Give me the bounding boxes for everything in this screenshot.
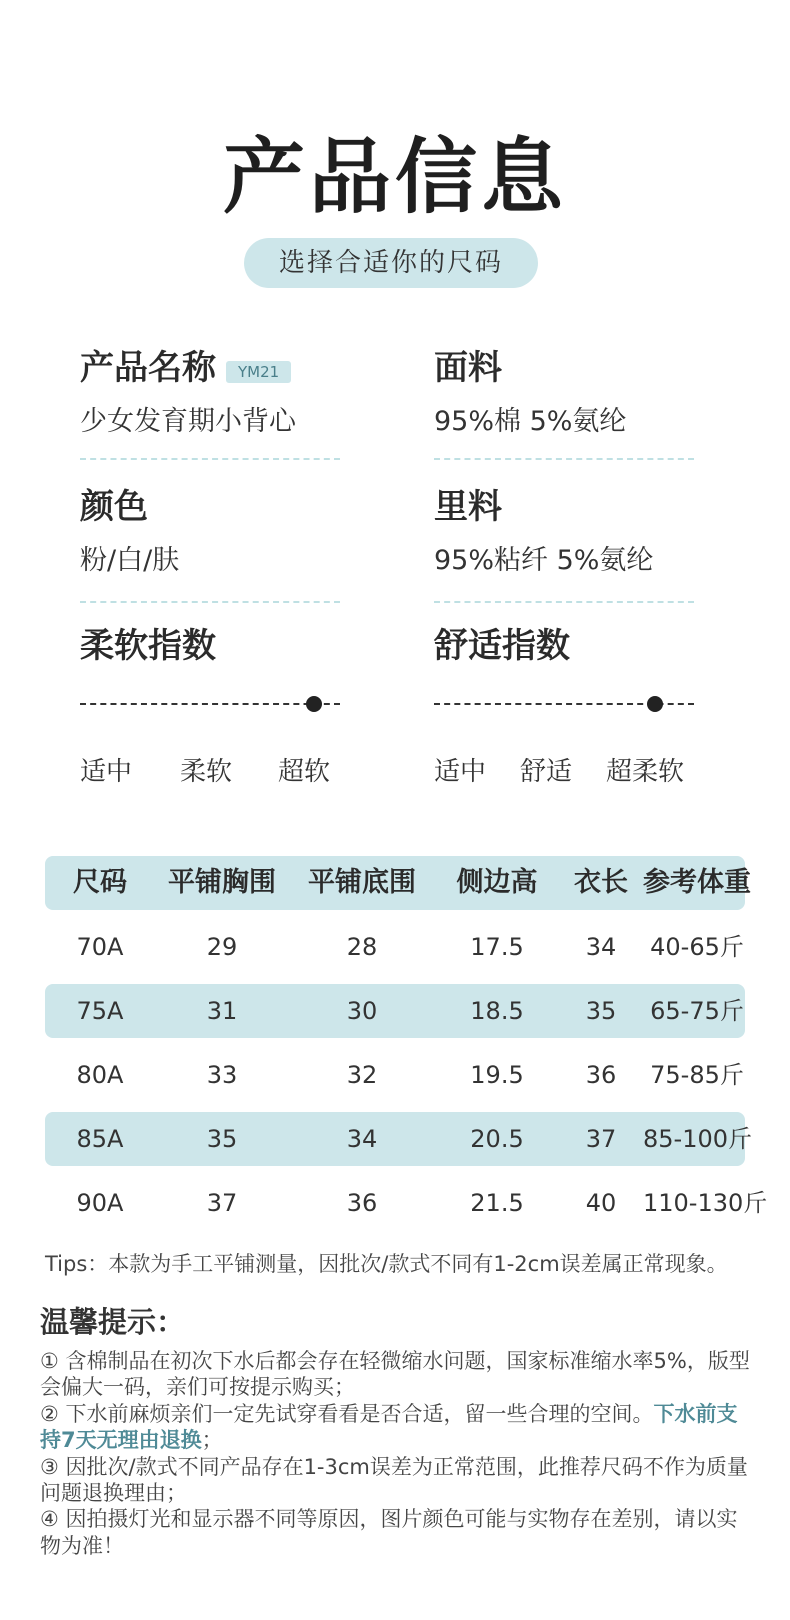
notice-item: ③ 因批次/款式不同产品存在1-3cm误差为正常范围，此推荐尺码不作为质量问题退换理由； — [40, 1454, 748, 1506]
softness-scale-labels — [80, 752, 340, 792]
product-name-value: 少女发育期小背心 — [80, 406, 296, 437]
measurement-tips: Tips：本款为手工平铺测量，因批次/款式不同有1-2cm误差属正常现象。 — [45, 1252, 728, 1276]
table-cell: 40-65斤 — [650, 933, 744, 961]
softness-block — [80, 624, 340, 668]
table-row — [45, 1176, 768, 1230]
page-title: 产品信息 — [222, 130, 567, 225]
table-cell: 85A — [76, 1125, 124, 1153]
divider — [80, 601, 340, 603]
notice-item: ④ 因拍摄灯光和显示器不同等原因，图片颜色可能与实物存在差别，请以实物为准！ — [40, 1507, 738, 1558]
comfort-scale-marker — [647, 696, 663, 712]
table-cell: 32 — [346, 1061, 378, 1089]
table-cell: 21.5 — [470, 1189, 524, 1217]
table-cell: 65-75斤 — [650, 997, 744, 1025]
softness-scale-marker — [306, 696, 322, 712]
table-cell: 33 — [206, 1061, 238, 1089]
comfort-level-label: 超柔软 — [606, 757, 685, 787]
notice-item-emphasis: 下水前支持7天无理由退换 — [40, 1401, 738, 1453]
product-code-badge: YM21 — [226, 361, 291, 383]
table-cell: 29 — [206, 933, 238, 961]
divider — [434, 458, 694, 460]
comfort-label: 舒适指数 — [434, 626, 570, 666]
table-cell: 28 — [346, 933, 378, 961]
lining-label: 里料 — [434, 487, 502, 527]
notice-list — [40, 1348, 755, 1559]
lining-block — [434, 485, 694, 581]
table-cell: 36 — [585, 1061, 617, 1089]
softness-level-label: 超软 — [278, 757, 331, 787]
header-cell: 参考体重 — [643, 867, 751, 898]
table-cell: 90A — [76, 1189, 124, 1217]
notice-title: 温馨提示： — [40, 1305, 186, 1339]
comfort-block — [434, 624, 694, 668]
color-value: 粉/白/肤 — [80, 545, 180, 576]
table-cell: 31 — [206, 997, 238, 1025]
color-block — [80, 485, 340, 581]
size-table — [45, 856, 768, 1240]
header-cell: 尺码 — [73, 867, 127, 898]
fabric-label: 面料 — [434, 348, 502, 388]
table-cell: 75-85斤 — [650, 1061, 744, 1089]
table-cell: 19.5 — [470, 1061, 524, 1089]
divider — [434, 601, 694, 603]
table-cell: 70A — [76, 933, 124, 961]
product-name-block — [80, 346, 340, 442]
table-row — [45, 1048, 745, 1102]
color-label: 颜色 — [80, 487, 148, 527]
lining-value: 95%粘纤 5%氨纶 — [434, 545, 654, 576]
size-table-header-row — [45, 856, 751, 910]
notice-item — [40, 1401, 755, 1454]
header-cell: 侧边高 — [456, 867, 538, 898]
notice-item: ① 含棉制品在初次下水后都会存在轻微缩水问题，国家标准缩水率5%，版型会偏大一码，亲们可按提示购买； — [40, 1349, 750, 1400]
comfort-level-label: 适中 — [434, 757, 487, 787]
table-cell: 36 — [346, 1189, 378, 1217]
table-cell: 37 — [206, 1189, 238, 1217]
comfort-scale-labels — [434, 752, 694, 792]
notice-item-text: ② 下水前麻烦亲们一定先试穿看看是否合适，留一些合理的空间。 — [40, 1401, 654, 1426]
header-cell: 平铺胸围 — [168, 867, 276, 898]
table-cell: 30 — [346, 997, 378, 1025]
header-cell: 衣长 — [574, 867, 628, 898]
table-row — [45, 1112, 753, 1166]
subtitle-pill: 选择合适你的尺码 — [244, 238, 538, 288]
table-cell: 35 — [206, 1125, 238, 1153]
softness-scale-line — [80, 703, 340, 705]
table-row — [45, 920, 745, 974]
table-cell: 34 — [346, 1125, 378, 1153]
fabric-value: 95%棉 5%氨纶 — [434, 406, 627, 437]
fabric-block — [434, 346, 694, 442]
notice-item-end: ； — [201, 1428, 223, 1453]
softness-level-label: 适中 — [80, 757, 133, 787]
table-cell: 17.5 — [470, 933, 524, 961]
divider — [80, 458, 340, 460]
product-name-label: 产品名称 — [80, 348, 216, 388]
product-name-label-row — [80, 346, 340, 390]
softness-level-label: 柔软 — [180, 757, 233, 787]
table-cell: 40 — [585, 1189, 617, 1217]
table-cell: 18.5 — [470, 997, 524, 1025]
header-cell: 平铺底围 — [308, 867, 416, 898]
table-cell: 75A — [76, 997, 124, 1025]
table-row — [45, 984, 745, 1038]
table-cell: 35 — [585, 997, 617, 1025]
table-cell: 20.5 — [470, 1125, 524, 1153]
table-cell: 37 — [585, 1125, 617, 1153]
comfort-level-label: 舒适 — [520, 757, 573, 787]
table-cell: 110-130斤 — [643, 1189, 768, 1217]
table-cell: 80A — [76, 1061, 124, 1089]
softness-label: 柔软指数 — [80, 626, 216, 666]
table-cell: 34 — [585, 933, 617, 961]
table-cell: 85-100斤 — [643, 1125, 753, 1153]
